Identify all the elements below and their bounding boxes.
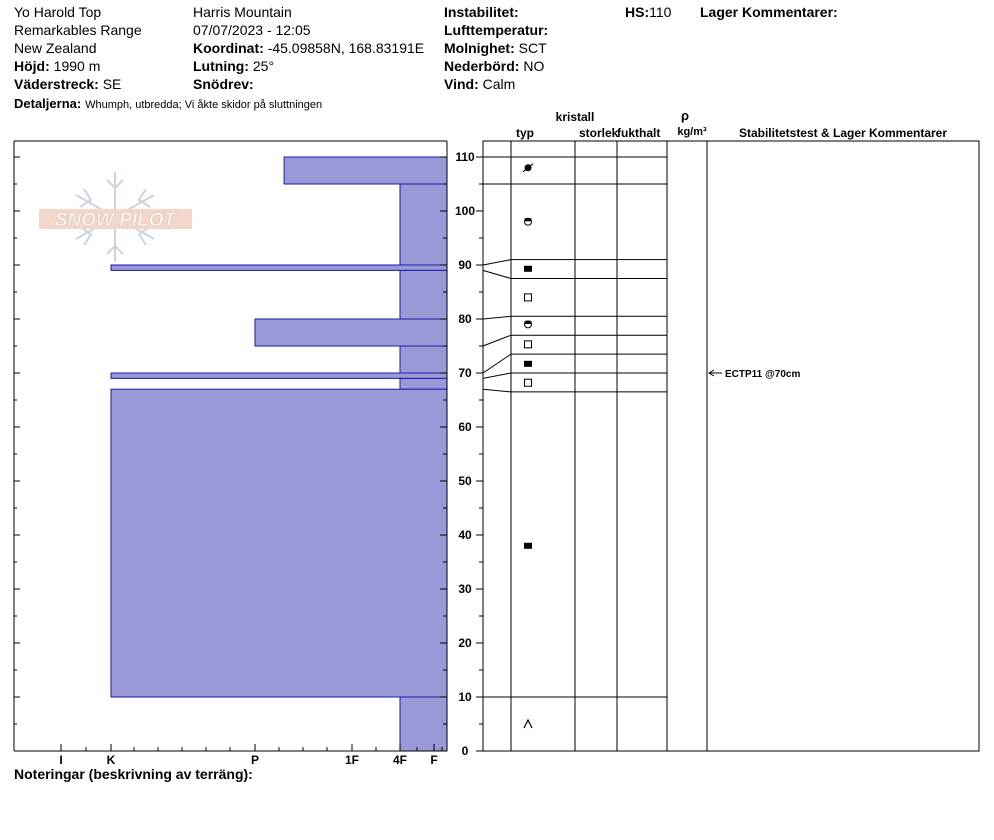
test-label: ECTP11 @70cm [725, 369, 801, 380]
grain-faceted-shape [524, 361, 532, 367]
layer-comments-label: Lager Kommentarer: [700, 4, 838, 20]
hs-value: 110 [649, 4, 672, 20]
grain-faceted-icon [524, 361, 532, 367]
slope-label: Lutning: [193, 58, 249, 74]
left-ticks [14, 157, 20, 751]
elevation-label: Höjd: [14, 58, 50, 74]
grain-rounded-fill [525, 321, 532, 324]
country-name: New Zealand [14, 40, 97, 56]
hardness-tick-label: P [250, 753, 260, 767]
notes-label: Noteringar (beskrivning av terräng): [14, 766, 253, 782]
y-tick-label: 60 [458, 420, 472, 434]
y-tick-label: 100 [454, 204, 476, 218]
sky-value: SCT [518, 40, 547, 56]
hardness-bar [400, 184, 447, 265]
hardness-bar [400, 270, 447, 319]
grain-hoar-icon [524, 720, 532, 728]
grain-depth-hoar-shape [525, 341, 532, 348]
grain-faceted-shape [524, 543, 532, 549]
precip-label: Nederbörd: [444, 58, 520, 74]
airtemp-label: Lufttemperatur: [444, 22, 549, 38]
y-tick-label: 0 [461, 744, 469, 758]
crystal-header: kristall [555, 110, 595, 124]
sky-label: Molnighet: [444, 40, 515, 56]
rho-header: ρ [680, 108, 690, 123]
hardness-tick-label: I [59, 753, 63, 767]
grain-depth-hoar-icon [525, 294, 532, 301]
hardness-bar [111, 265, 447, 270]
grain-depth-hoar-shape [525, 379, 532, 386]
hardness-tick-label: K [106, 753, 116, 767]
logo-text: SNOW PILOT [54, 210, 176, 231]
type-header: typ [516, 126, 534, 140]
y-tick-label: 50 [458, 474, 472, 488]
grain-rounded-faceted-icon [525, 218, 532, 225]
location-name: Yo Harold Top [14, 4, 102, 20]
table-frame [483, 141, 979, 751]
y-tick-label: 20 [458, 636, 472, 650]
aspect-label: Väderstreck: [14, 76, 99, 92]
grain-faceted-icon [524, 543, 532, 549]
grain-depth-hoar-shape [525, 294, 532, 301]
y-tick-label: 110 [455, 150, 475, 164]
grain-rounded-faceted-icon [525, 321, 532, 328]
layer-table [483, 141, 979, 751]
y-tick-label: 70 [458, 366, 472, 380]
hardness-layers [111, 157, 447, 751]
drift-label: Snödrev: [193, 76, 254, 92]
hardness-tick-label: 4F [392, 753, 408, 767]
precip-value: NO [523, 58, 545, 74]
y-tick-label: 90 [458, 258, 472, 272]
wind-label: Vind: [444, 76, 479, 92]
coordinate-label: Koordinat: [193, 40, 264, 56]
grain-depth-hoar-icon [525, 379, 532, 386]
layer-connector [483, 335, 511, 346]
grain-faceted-shape [524, 266, 532, 272]
details-label: Detaljerna: [14, 96, 82, 111]
grain-faceted-icon [524, 266, 532, 272]
y-axis-labels [455, 150, 475, 758]
layer-connector [483, 316, 511, 319]
size-header: storlek [579, 126, 619, 140]
layer-connector [483, 389, 511, 392]
hardness-tick-label: 1F [344, 753, 360, 767]
moisture-header: fukthalt [617, 126, 661, 140]
hs-label: HS: [625, 4, 650, 20]
grain-rounded-fill [525, 218, 532, 221]
mountain-name: Harris Mountain [193, 4, 292, 20]
grain-depth-hoar-icon [525, 341, 532, 348]
stability-header: Stabilitetstest & Lager Kommentarer [738, 126, 948, 140]
y-tick-label: 40 [458, 528, 472, 542]
hardness-bar [255, 319, 447, 346]
aspect-value: SE [102, 76, 122, 92]
hardness-tick-label: F [430, 753, 438, 767]
instability-label: Instabilitet: [444, 4, 519, 20]
details-value: Whumph, utbredda; Vi åkte skidor på sluttningen [85, 99, 323, 111]
range-name: Remarkables Range [14, 22, 142, 38]
elevation-value: 1990 m [53, 58, 101, 74]
coordinate-value: -45.09858N, 168.83191E [267, 40, 425, 56]
hardness-bar [400, 378, 447, 389]
y-tick-label: 80 [458, 312, 472, 326]
hardness-axis [59, 744, 442, 767]
observation-datetime: 07/07/2023 - 12:05 [193, 22, 311, 38]
hardness-bar [400, 346, 447, 373]
layer-connector [483, 270, 511, 278]
grain-hoar-shape [524, 720, 532, 728]
y-tick-label: 30 [458, 582, 472, 596]
hardness-bar [400, 697, 447, 751]
density-unit-header: kg/m³ [677, 126, 707, 138]
snowpilot-logo [39, 172, 192, 262]
layer-connector [483, 373, 511, 378]
hardness-bar [111, 389, 447, 697]
hardness-bar [284, 157, 447, 184]
hardness-bar [111, 373, 447, 378]
wind-value: Calm [482, 76, 516, 92]
y-tick-label: 10 [458, 690, 472, 704]
layer-connector [483, 260, 511, 265]
slope-value: 25° [252, 58, 275, 74]
grain-decomposing-icon [523, 164, 533, 172]
layer-connector [483, 354, 511, 373]
